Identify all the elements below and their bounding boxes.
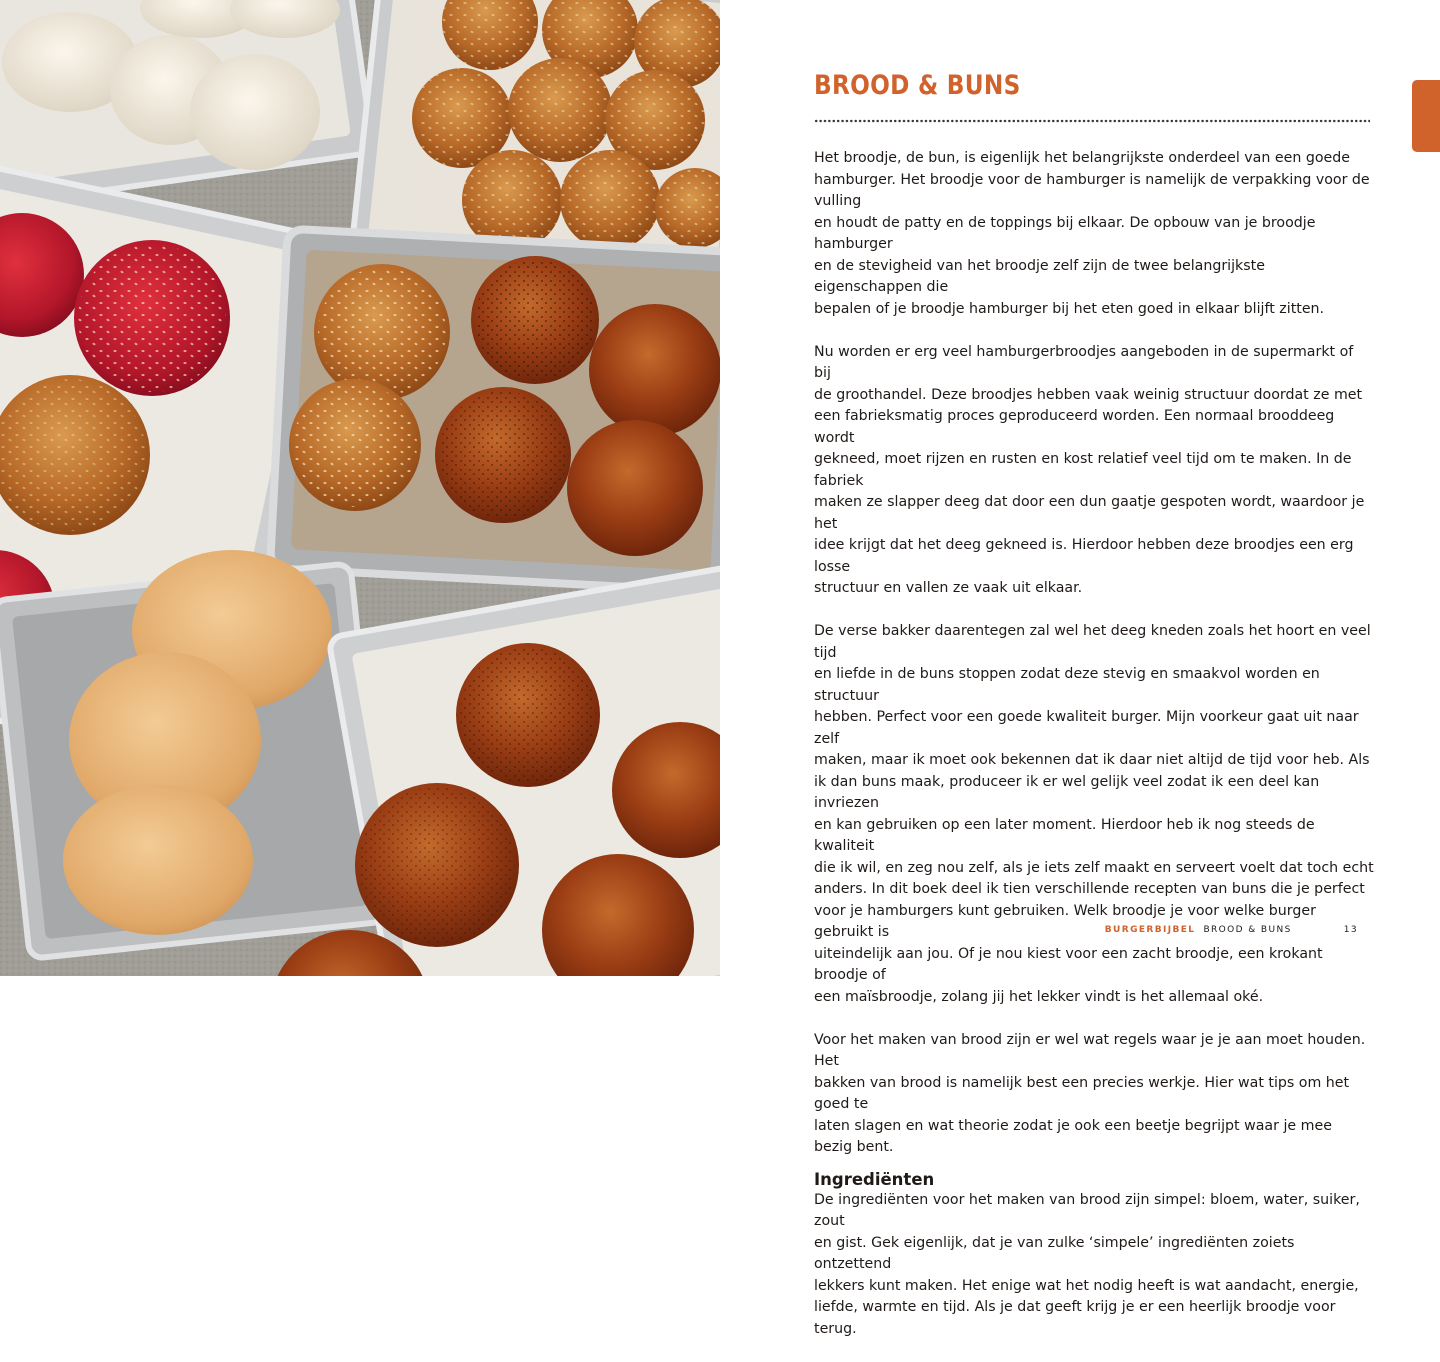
page-title: BROOD & BUNS <box>814 70 1021 101</box>
text-page <box>720 0 1440 1337</box>
food-photo-illustration <box>0 0 720 976</box>
subheading-ingredients: Ingrediënten <box>814 1169 935 1189</box>
paragraph-intro: Het broodje, de bun, is eigenlijk het belangrijkste onderdeel van een goede hamburger. Het broodje voor de hamburger is namelijk de verpakking voor de vulling en houdt de patty en de toppings bij elkaar. De opbouw van je broodje hamburger en de stevigheid van het broodje zelf zijn de twee belangrijkste eigenschappen die bepalen of je broodje hamburger bij het eten goed in elkaar blijft zitten. <box>814 150 1370 317</box>
paragraph-rules: Voor het maken van brood zijn er wel wat regels waar je je aan moet houden. Het bakken van brood is namelijk best een precies werkje. Hier wat tips om het goed te laten slagen en wat theorie zodat je ook een beetje begrijpt waar je mee bezig bent. <box>814 1031 1366 1155</box>
paragraph-supermarket: Nu worden er erg veel hamburgerbroodjes aangeboden in de supermarkt of bij de groothandel. Deze broodjes hebben vaak weinig structuur doordat ze met een fabrieksmatig proces geproduceerd worden. Een normaal brooddeeg wordt gekneed, moet rijzen en rusten en kost relatief veel tijd om te maken. In de fabriek maken ze slapper deeg dat door een dun gaatje gespoten wordt, waardoor je het idee krijgt dat het deeg gekneed is. Hierdoor hebben deze broodjes een erg losse structuur en vallen ze vaak uit elkaar. <box>814 343 1365 596</box>
paragraph-ingredients: De ingrediënten voor het maken van brood zijn simpel: bloem, water, suiker, zout en gist. Gek eigenlijk, dat je van zulke ‘simpele’ ingrediënten zoiets ontzettend lekkers kunt maken. Het enige wat het nodig heeft is wat aandacht, energie, liefde, warmte en tijd. Als je dat geeft krijg je er een heerlijk broodje voor terug. <box>814 1191 1360 1337</box>
chapter-tab-marker <box>1412 80 1440 152</box>
burger-buns-photo <box>0 0 720 976</box>
body-text <box>814 148 1374 1362</box>
paragraph-baker: De verse bakker daarentegen zal wel het deeg kneden zoals het hoort en veel tijd en liefde in de buns stoppen zodat deze stevig en smaakvol worden en structuur hebben. Perfect voor een goede kwaliteit burger. Mijn voorkeur gaat uit naar zelf maken, maar ik moet ook bekennen dat ik daar niet altijd de tijd voor heb. Als ik dan buns maak, produceer ik er wel gelijk veel zodat ik een deel kan invriezen en kan gebruiken op een later moment. Hierdoor heb ik nog steeds de kwaliteit die ik wil, en zeg nou zelf, als je iets zelf maakt en serveert voelt dat toch echt anders. In dit boek deel ik tien verschillende recepten van buns die je perfect voor je hamburgers kunt gebruiken. Welk broodje je voor welke burger gebruikt is uiteindelijk aan jou. Of je nou kiest voor een zacht broodje, een krokant broodje of een maïsbroodje, zolang jij het lekker vindt is het allemaal oké. <box>814 623 1374 1005</box>
dotted-divider <box>814 119 1370 123</box>
footer-brand: BURGERBIJBEL <box>1104 925 1196 935</box>
page-footer <box>1105 925 1358 935</box>
page-number: 13 <box>1343 925 1358 935</box>
footer-section: BROOD & BUNS <box>1203 925 1292 935</box>
